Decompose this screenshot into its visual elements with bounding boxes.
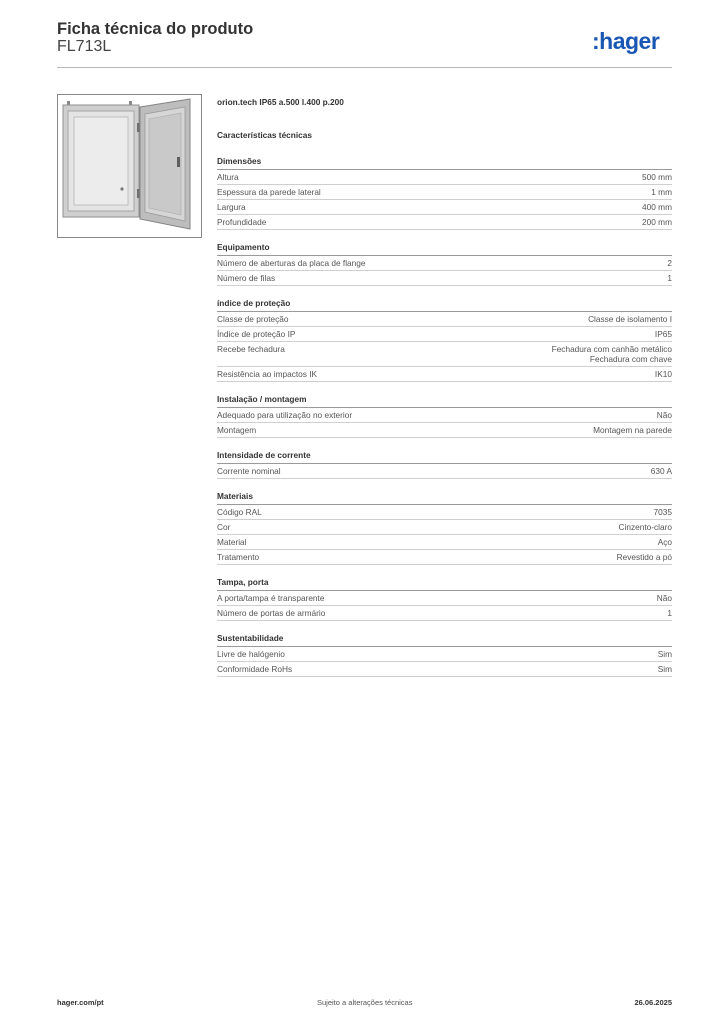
electrical-cabinet-icon: [58, 95, 201, 237]
spec-content: [217, 97, 672, 677]
spec-row: [217, 327, 672, 342]
spec-label: Corrente nominal: [217, 466, 281, 476]
spec-value: 500 mm: [642, 172, 672, 182]
spec-group-corrente: [217, 450, 672, 479]
spec-value: Sim: [657, 649, 672, 659]
spec-label: A porta/tampa é transparente: [217, 593, 325, 603]
spec-row: [217, 591, 672, 606]
spec-value: Sim: [657, 664, 672, 674]
spec-label: Tratamento: [217, 552, 260, 562]
spec-group-sustentabilidade: [217, 633, 672, 677]
spec-row: [217, 215, 672, 230]
product-code: FL713L: [57, 38, 112, 55]
spec-row: [217, 606, 672, 621]
spec-group-tampa-porta: [217, 577, 672, 621]
spec-label: Índice de proteção IP: [217, 329, 296, 339]
group-title: Materiais: [217, 491, 672, 505]
spec-value: 200 mm: [642, 217, 672, 227]
spec-label: Montagem: [217, 425, 257, 435]
spec-row: [217, 271, 672, 286]
group-title: Equipamento: [217, 242, 672, 256]
spec-value: 630 A: [650, 466, 672, 476]
spec-row: [217, 185, 672, 200]
group-spacer: [217, 621, 672, 633]
spec-group-dimensoes: [217, 156, 672, 230]
group-title: Dimensões: [217, 156, 672, 170]
spec-value: Aço: [657, 537, 672, 547]
spec-row: [217, 170, 672, 185]
spec-value: Não: [656, 593, 672, 603]
group-spacer: [217, 438, 672, 450]
spec-value: Cinzento-claro: [618, 522, 672, 532]
spec-row: [217, 464, 672, 479]
spec-row: [217, 256, 672, 271]
product-image: [57, 94, 202, 238]
spec-row: [217, 662, 672, 677]
spec-label: Conformidade RoHs: [217, 664, 293, 674]
spec-row: [217, 647, 672, 662]
spec-value: Montagem na parede: [593, 425, 672, 435]
spec-value-multiline: [552, 344, 672, 364]
spec-label: Adequado para utilização no exterior: [217, 410, 353, 420]
spec-label: Recebe fechadura: [217, 344, 285, 354]
spec-value: 1: [667, 273, 672, 283]
spec-row: [217, 505, 672, 520]
footer-notice: Sujeito a alterações técnicas: [317, 998, 413, 1007]
header-divider: [57, 67, 672, 68]
spec-group-indice-protecao: [217, 298, 672, 382]
spec-group-instalacao: [217, 394, 672, 438]
spec-row: [217, 423, 672, 438]
group-title: Intensidade de corrente: [217, 450, 672, 464]
spec-value-second-line: Fechadura com chave: [589, 354, 672, 364]
spec-label: Cor: [217, 522, 231, 532]
spec-label: Classe de proteção: [217, 314, 289, 324]
footer-date: 26.06.2025: [634, 998, 672, 1007]
spec-label: Largura: [217, 202, 246, 212]
spec-label: Número de portas de armário: [217, 608, 326, 618]
spec-value: 1 mm: [651, 187, 672, 197]
footer-website-link[interactable]: hager.com/pt: [57, 998, 104, 1007]
spec-label: Número de aberturas da placa de flange: [217, 258, 366, 268]
spec-value: Fechadura com canhão metálico: [551, 344, 672, 354]
section-heading: Características técnicas: [217, 130, 313, 140]
spec-row: [217, 367, 672, 382]
product-name: orion.tech IP65 a.500 l.400 p.200: [217, 97, 344, 107]
hager-logo[interactable]: :hager: [592, 28, 660, 54]
spec-group-materiais: [217, 491, 672, 565]
spec-value: 2: [667, 258, 672, 268]
spec-label: Profundidade: [217, 217, 267, 227]
spec-value: 7035: [653, 507, 672, 517]
document-title: Ficha técnica do produto: [57, 20, 254, 38]
group-spacer: [217, 286, 672, 298]
spec-label: Altura: [217, 172, 239, 182]
spec-value: IK10: [654, 369, 672, 379]
spec-label: Livre de halógenio: [217, 649, 285, 659]
group-spacer: [217, 565, 672, 577]
spec-value: Não: [656, 410, 672, 420]
spec-value: Revestido a pó: [616, 552, 672, 562]
group-title: Tampa, porta: [217, 577, 672, 591]
spec-row: [217, 342, 672, 367]
group-spacer: [217, 382, 672, 394]
group-spacer: [217, 479, 672, 491]
spec-label: Material: [217, 537, 247, 547]
group-title: índice de proteção: [217, 298, 672, 312]
spec-group-equipamento: [217, 242, 672, 286]
group-title: Sustentabilidade: [217, 633, 672, 647]
spec-row: [217, 535, 672, 550]
spec-label: Número de filas: [217, 273, 276, 283]
group-spacer: [217, 230, 672, 242]
spec-row: [217, 408, 672, 423]
spec-value: Classe de isolamento I: [588, 314, 672, 324]
spec-row: [217, 200, 672, 215]
spec-value: IP65: [654, 329, 672, 339]
spec-label: Código RAL: [217, 507, 262, 517]
group-title: Instalação / montagem: [217, 394, 672, 408]
spec-row: [217, 312, 672, 327]
spec-label: Espessura da parede lateral: [217, 187, 321, 197]
spec-row: [217, 550, 672, 565]
spec-row: [217, 520, 672, 535]
spec-value: 1: [667, 608, 672, 618]
spec-label: Resistência ao impactos IK: [217, 369, 318, 379]
spec-value: 400 mm: [642, 202, 672, 212]
